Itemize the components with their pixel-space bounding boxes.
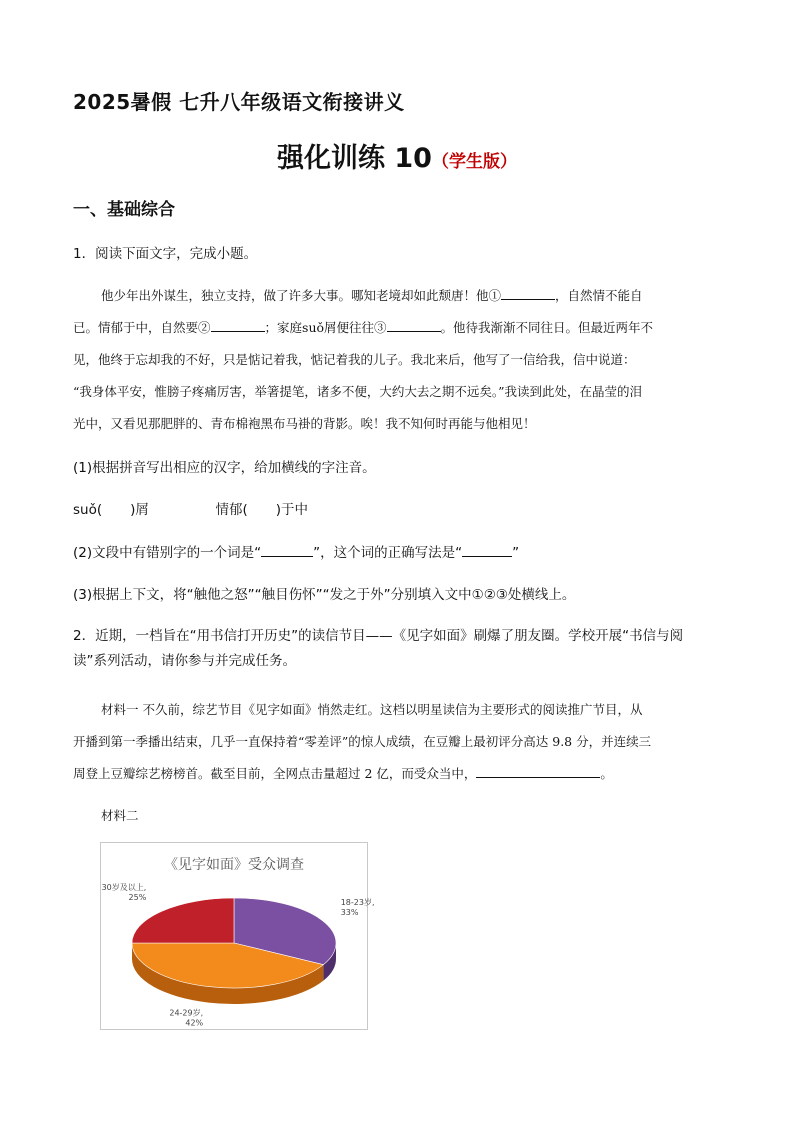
pie-chart-svg bbox=[101, 843, 375, 1029]
passage-line: 他少年出外谋生，独立支持，做了许多大事。哪知老境却如此颓唐！他① ，自然情不能自 bbox=[73, 280, 723, 312]
pie-data-label-1: 24-29岁, 42% bbox=[169, 1008, 204, 1028]
question-1-passage bbox=[73, 280, 723, 440]
blank-3-marker: ③ bbox=[374, 320, 387, 335]
material-2-label: 材料二 bbox=[101, 808, 139, 823]
pie-data-label-2: 30岁及以上, 25% bbox=[101, 882, 147, 902]
blank-2[interactable] bbox=[211, 317, 265, 332]
document-header: 2025暑假 七升八年级语文衔接讲义 bbox=[73, 90, 405, 114]
page-title bbox=[0, 136, 794, 175]
passage-line: 见，他终于忘却我的不好，只是惦记着我，惦记着我的儿子。我北来后，他写了一信给我，信中说道： bbox=[73, 352, 636, 367]
pie-slice-2 bbox=[132, 898, 234, 943]
pinyin-item-2: 情郁( )于中 bbox=[215, 502, 309, 518]
material-1-line: 材料一 不久前，综艺节目《见字如面》悄然走红。这档以明星读信为主要形式的阅读推广节目，从 bbox=[101, 702, 643, 717]
pie-data-label-0: 18-23岁, 33% bbox=[340, 897, 375, 917]
material-1 bbox=[73, 694, 723, 790]
sub-question-3: (3)根据上下文，将“触他之怒”“触目伤怀”“发之于外”分别填入文中①②③处横线上。 bbox=[73, 587, 576, 603]
pinyin-items bbox=[73, 498, 723, 518]
passage-line: “我身体平安，惟膀子疼痛厉害，举箸提笔，诸多不便，大约大去之期不远矣。”我读到此处，在晶莹的泪 bbox=[73, 384, 643, 399]
passage-line: 光中，又看见那肥胖的、青布棉袍黑布马褂的背影。唉！我不知何时再能与他相见！ bbox=[73, 416, 536, 431]
pinyin-item-1: suǒ( )屑 bbox=[73, 502, 149, 518]
material-1-line: 开播到第一季播出结束，几乎一直保持着“零差评”的惊人成绩，在豆瓣上最初评分高达 9.8 分，并连续三 bbox=[73, 734, 652, 749]
sub-question-2: (2)文段中有错别字的一个词是“ ”，这个词的正确写法是“ ” bbox=[73, 541, 723, 561]
correct-word-blank[interactable] bbox=[462, 542, 512, 557]
passage-line: 已。情郁于中，自然要② ；家庭suǒ屑便往往③ 。他待我渐渐不同往日。但最近两年不 bbox=[73, 312, 723, 344]
question-2-stem: 2．近期，一档旨在“用书信打开历史”的读信节目——《见字如面》刷爆了朋友圈。学校开展“书信与阅 读”系列活动，请你参与并完成任务。 bbox=[73, 628, 684, 669]
section-heading: 一、基础综合 bbox=[73, 200, 175, 220]
blank-2-marker: ② bbox=[198, 320, 211, 335]
audience-pie-chart bbox=[100, 842, 375, 1030]
wrong-word-blank[interactable] bbox=[261, 542, 313, 557]
question-1-stem: 1．阅读下面文字，完成小题。 bbox=[73, 246, 258, 262]
blank-1-marker: ① bbox=[488, 288, 502, 303]
main-title: 强化训练 10 bbox=[277, 143, 432, 174]
version-tag: （学生版） bbox=[431, 152, 517, 172]
chart-title: 《见字如面》受众调查 bbox=[164, 857, 304, 873]
sub-question-1: (1)根据拼音写出相应的汉字，给加横线的字注音。 bbox=[73, 460, 376, 476]
material-1-line: 周登上豆瓣综艺榜榜首。截至目前，全网点击量超过 2 亿，而受众当中， 。 bbox=[73, 758, 723, 790]
blank-3[interactable] bbox=[387, 317, 441, 332]
material-1-blank[interactable] bbox=[476, 763, 600, 778]
blank-1[interactable] bbox=[501, 285, 555, 300]
